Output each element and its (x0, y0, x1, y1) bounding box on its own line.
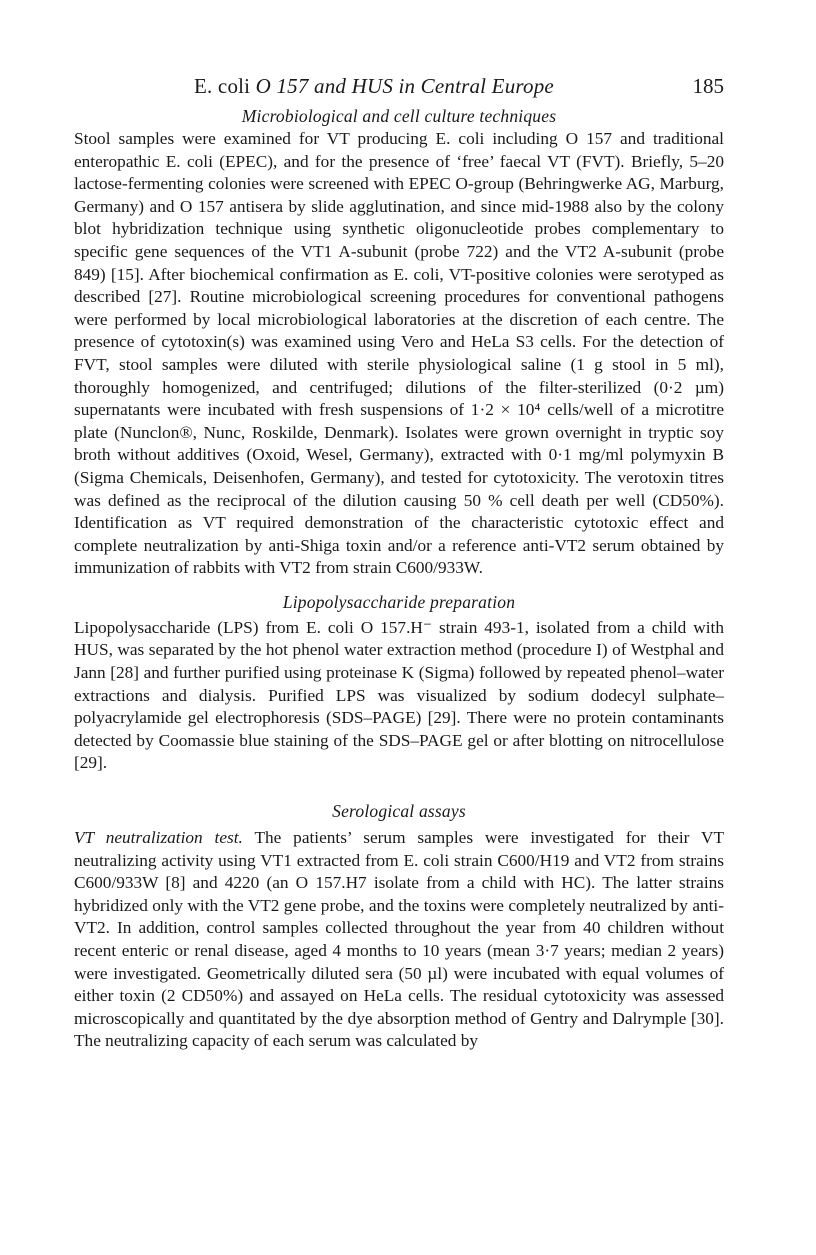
section-heading-serological: Serological assays (332, 801, 466, 822)
section-heading-lps: Lipopolysaccharide preparation (282, 591, 516, 612)
section-heading-microbiological: Microbiological and cell culture techniques (241, 106, 557, 126)
running-title: E. coli O 157 and HUS in Central Europe (194, 74, 554, 98)
page-number: 185 (692, 74, 724, 98)
paper-page (74, 70, 724, 1053)
paragraph-text: The patients’ serum samples were investigated for their VT neutralizing activity using VT1 extracted from E. coli strain C600/H19 and VT2 from strains C600/933W [8] and 4220 (an O 157.H7 isolate from a child with HC). The latter strains hybridized only with the VT2 gene probe, and the toxins were completely neutralized by anti-VT2. In addition, control samples collected throughout the year from 40 children without recent enteric or renal disease, aged 4 months to 10 years (mean 3·7 years; median 2 years) were investigated. Geometrically diluted sera (50 µl) were incubated with equal volumes of either toxin (2 CD50%) and assayed on HeLa cells. The residual cytotoxicity was assessed microscopically and quantitated by the dye absorption method of Gentry and Dalrymple [30]. The neutralizing capacity of each serum was calculated by (74, 828, 724, 1051)
run-in-heading: VT neutralization test. (74, 828, 243, 848)
running-head (74, 70, 724, 104)
body-paragraph (74, 827, 724, 1053)
body-paragraph: Lipopolysaccharide (LPS) from E. coli O 157.H⁻ strain 493-1, isolated from a child with HUS, was separated by the hot phenol water extraction method (procedure I) of Westphal and Jann [28] and further purified using proteinase K (Sigma) followed by repeated phenol–water extractions and dialysis. Purified LPS was visualized by sodium dodecyl sulphate–polyacrylamide gel electrophoresis (SDS–PAGE) [29]. There were no protein contaminants detected by Coomassie blue staining of the SDS–PAGE gel or after blotting on nitrocellulose [29]. (74, 617, 724, 773)
body-paragraph: Stool samples were examined for VT producing E. coli including O 157 and traditional enteropathic E. coli (EPEC), and for the presence of ‘free’ faecal VT (FVT). Briefly, 5–20 lactose-fermenting colonies were screened with EPEC O-group (Behringwerke AG, Marburg, Germany) and O 157 antisera by slide agglutination, and since mid-1988 also by the colony blot hybridization technique using synthetic oligonucleotide probes complementary to specific gene sequences of the VT1 A-subunit (probe 722) and the VT2 A-subunit (probe 849) [15]. After biochemical confirmation as E. coli, VT-positive colonies were serotyped as described [27]. Routine microbiological screening procedures for conventional pathogens were performed by local microbiological laboratories at the discretion of each centre. The presence of cytotoxin(s) was examined using Vero and HeLa S3 cells. For the detection of FVT, stool samples were diluted with sterile physiological saline (1 g stool in 5 ml), thoroughly homogenized, and centrifuged; dilutions of the filter-sterilized (0·2 µm) supernatants were incubated with fresh suspensions of 1·2 × 10⁴ cells/well of a microtitre plate (Nunclon®, Nunc, Roskilde, Denmark). Isolates were grown overnight in tryptic soy broth without additives (Oxoid, Wesel, Germany), extracted with 0·1 mg/ml polymyxin B (Sigma Chemicals, Deisenhofen, Germany), and tested for cytotoxicity. The verotoxin titres was defined as the reciprocal of the dilution causing 50 % cell death per well (CD50%). Identification as VT required demonstration of the characteristic cytotoxic effect and complete neutralization by anti-Shiga toxin and/or a reference anti-VT2 serum obtained by immunization of rabbits with VT2 from strain C600/933W. (74, 129, 724, 578)
